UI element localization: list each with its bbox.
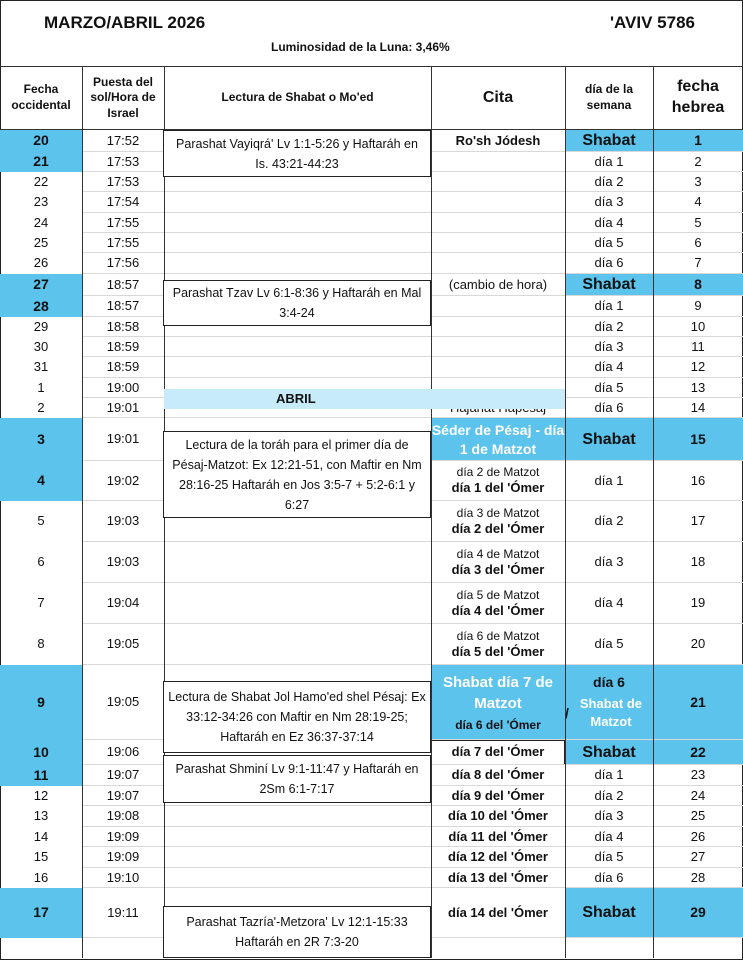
gregorian-date: 27 [0, 274, 82, 296]
sunset-time: 17:52 [106, 132, 140, 148]
hebrew-date: 8 [653, 274, 743, 296]
gregorian-date: 2 [37, 399, 45, 415]
cita-matzot: día 6 de Matzot [456, 628, 540, 643]
gregorian-date: 15 [33, 849, 49, 865]
gregorian-date: 31 [33, 359, 49, 375]
hebrew-date: 24 [690, 787, 706, 803]
hebrew-date: 22 [653, 740, 743, 765]
weekday: día 4 [594, 828, 624, 844]
sunset-time: 17:55 [106, 214, 140, 230]
cita-matzot-omer [431, 624, 565, 665]
gregorian-date: 26 [33, 255, 49, 271]
weekday: día 2 [594, 787, 624, 803]
hebrew-date: 28 [690, 869, 706, 885]
hebrew-date: 5 [694, 214, 702, 230]
title-hebrew: 'AVIV 5786 [610, 13, 695, 32]
column-border [82, 67, 83, 958]
weekday: día 2 [594, 173, 624, 189]
hebrew-date: 7 [694, 255, 702, 271]
weekday: día 6 [594, 869, 624, 885]
cita [431, 172, 565, 192]
hebrew-date: 17 [690, 513, 706, 529]
hebrew-date: 15 [653, 418, 743, 461]
col-fecha-occidental: Fecha occidental [11, 82, 71, 112]
cita: (cambio de hora) [448, 276, 548, 292]
weekday: día 6 [594, 255, 624, 271]
hebrew-date: 26 [690, 828, 706, 844]
hebrew-date: 12 [690, 359, 706, 375]
sunset-time: 17:53 [106, 173, 140, 189]
cita-omer: día 2 del 'Ómer [451, 520, 545, 536]
slash: / [565, 704, 569, 721]
cita-matzot-omer [431, 461, 565, 501]
cita: día 7 del 'Ómer [431, 740, 565, 765]
weekday: día 1 [594, 767, 624, 783]
sunset-time: 18:57 [106, 298, 140, 314]
sunset-time: 19:05 [106, 694, 140, 710]
column-border [653, 67, 654, 958]
weekday: día 2 [594, 513, 624, 529]
col-dia-semana: día de la semana [584, 82, 634, 112]
weekday: día 4 [594, 359, 624, 375]
gregorian-date: 3 [0, 418, 82, 461]
hebrew-date: 10 [690, 318, 706, 334]
title-gregorian: MARZO/ABRIL 2026 [44, 13, 206, 32]
hebrew-date: 21 [653, 665, 743, 740]
reading-jol-hamoed: Lectura de Shabat Jol Hamo'ed shel Pésaj: Ex 33:12-34:26 con Maftir en Nm 28:19-25; Haftaráh en Ez 36:37-37:14 [163, 681, 431, 753]
hebrew-date: 1 [653, 130, 743, 152]
cita [431, 233, 565, 253]
gregorian-date: 4 [0, 461, 82, 501]
cita-matzot-omer [431, 501, 565, 542]
cita: día 9 del 'Ómer [451, 787, 545, 803]
sunset-time: 19:03 [106, 554, 140, 570]
gregorian-date: 30 [33, 338, 49, 354]
sunset-time: 19:10 [106, 869, 140, 885]
hebrew-date: 11 [691, 338, 705, 354]
sunset-time: 19:02 [106, 472, 140, 488]
cita [431, 317, 565, 337]
weekday: día 3 [594, 808, 624, 824]
sunset-time: 18:59 [106, 338, 140, 354]
cita [431, 296, 565, 317]
cita: día 10 del 'Ómer [448, 808, 548, 824]
cita: día 14 del 'Ómer [448, 904, 548, 920]
month-band-abril: ABRIL [164, 389, 565, 409]
weekday: día 1 [594, 472, 624, 488]
gregorian-date: 23 [33, 194, 49, 210]
sunset-time: 17:54 [106, 194, 140, 210]
column-border [565, 67, 566, 958]
weekday-shabat: Shabat [565, 274, 653, 296]
gregorian-date: 10 [0, 740, 82, 765]
hebrew-date: 4 [694, 194, 702, 210]
hebrew-date: 16 [690, 472, 706, 488]
weekday: día 1 [594, 153, 624, 169]
cita-matzot-omer [431, 583, 565, 624]
weekday-shabat: Shabat [565, 130, 653, 152]
cita-omer: día 5 del 'Ómer [451, 643, 545, 659]
cita-matzot: día 3 de Matzot [456, 505, 540, 520]
cita-seder: Séder de Pésaj - día 1 de Matzot [431, 418, 565, 461]
sunset-time: 19:05 [106, 636, 140, 652]
cita: día 13 del 'Ómer [448, 869, 548, 885]
weekday-shabat-matzot [565, 665, 653, 740]
gregorian-date: 13 [33, 808, 49, 824]
gregorian-date: 7 [37, 595, 45, 611]
gregorian-date: 21 [0, 152, 82, 172]
sunset-time: 17:53 [106, 153, 140, 169]
cita [431, 192, 565, 213]
sunset-time: 19:06 [106, 744, 140, 760]
hebrew-date: 13 [690, 379, 706, 395]
reading-shmini: Parashat Shminí Lv 9:1-11:47 y Haftaráh en 2Sm 6:1-7:17 [163, 755, 431, 803]
hebrew-date: 9 [694, 298, 702, 314]
gregorian-date: 25 [33, 234, 49, 250]
col-puesta: Puesta del sol/Hora de Israel [90, 74, 156, 120]
cita: día 11 del 'Ómer [448, 828, 548, 844]
sunset-time: 19:08 [106, 808, 140, 824]
cita-matzot: día 4 de Matzot [456, 546, 540, 561]
hebrew-date: 2 [694, 153, 702, 169]
hebrew-date: 18 [690, 554, 706, 570]
sunset-time: 19:09 [106, 828, 140, 844]
sunset-time: 19:09 [106, 849, 140, 865]
cita-matzot: día 5 de Matzot [456, 587, 540, 602]
reading-pesaj: Lectura de la toráh para el primer día de Pésaj-Matzot: Ex 12:21-51, con Maftir en Nm 28:16-25 Haftaráh en Jos 3:5-7 + 5:2-6:1 y 6:27 [163, 431, 431, 518]
sunset-time: 18:58 [106, 318, 140, 334]
weekday: día 5 [594, 379, 624, 395]
weekday-dia6: día 6 [593, 673, 625, 690]
gregorian-date: 16 [33, 869, 49, 885]
sunset-time: 19:01 [106, 399, 140, 415]
weekday-shabat-de-matzot: Shabat de Matzot [579, 696, 642, 730]
hebrew-date: 27 [690, 849, 706, 865]
col-cita: Cita [482, 88, 514, 106]
hebrew-date: 25 [690, 808, 706, 824]
hebrew-date: 29 [653, 888, 743, 938]
sunset-time: 19:00 [106, 379, 140, 395]
weekday: día 3 [594, 554, 624, 570]
weekday: día 5 [594, 234, 624, 250]
hebrew-date: 20 [690, 636, 706, 652]
weekday-shabat: Shabat [565, 888, 653, 938]
col-lectura: Lectura de Shabat o Mo'ed [221, 90, 374, 105]
gregorian-date: 5 [37, 513, 45, 529]
gregorian-date: 8 [37, 636, 45, 652]
gregorian-date: 11 [0, 765, 82, 786]
cita: día 12 del 'Ómer [448, 849, 548, 865]
moon-luminosity: Luminosidad de la Luna: 3,46% [271, 40, 450, 54]
weekday: día 4 [594, 595, 624, 611]
sunset-time: 18:59 [106, 359, 140, 375]
cita-omer: día 4 del 'Ómer [451, 602, 545, 618]
cita: Ro'sh Jódesh [455, 133, 541, 148]
cita: día 8 del 'Ómer [451, 767, 545, 783]
weekday: día 5 [594, 636, 624, 652]
cita-main: Shabat día 7 de Matzot [442, 674, 554, 712]
gregorian-date: 20 [0, 130, 82, 152]
weekday: día 4 [594, 214, 624, 230]
sunset-time: 19:03 [106, 513, 140, 529]
weekday: día 2 [594, 318, 624, 334]
cita-omer: día 6 del 'Ómer [455, 718, 541, 732]
sunset-time: 18:57 [106, 276, 140, 292]
cita-matzot-omer [431, 542, 565, 583]
cita [431, 152, 565, 172]
reading-tazria: Parashat Tazría'-Metzora' Lv 12:1-15:33 Haftaráh en 2R 7:3-20 [163, 906, 431, 958]
weekday: día 3 [594, 338, 624, 354]
gregorian-date: 12 [33, 787, 49, 803]
gregorian-date: 14 [33, 828, 49, 844]
reading-vayiqra: Parashat Vayiqrá' Lv 1:1-5:26 y Haftaráh en Is. 43:21-44:23 [163, 130, 431, 177]
gregorian-date: 28 [0, 296, 82, 317]
gregorian-date: 24 [33, 214, 49, 230]
sunset-time: 19:11 [107, 904, 139, 920]
weekday-shabat: Shabat [565, 740, 653, 765]
sunset-time: 17:56 [106, 255, 140, 271]
weekday: día 3 [594, 194, 624, 210]
reading-tzav: Parashat Tzav Lv 6:1-8:36 y Haftaráh en Mal 3:4-24 [163, 280, 431, 326]
cita-shabat-matzot [431, 665, 565, 740]
hebrew-date: 3 [694, 173, 702, 189]
gregorian-date: 1 [37, 379, 45, 395]
column-border [431, 67, 432, 958]
gregorian-date: 29 [33, 318, 49, 334]
weekday-shabat: Shabat [565, 418, 653, 461]
sunset-time: 17:55 [106, 234, 140, 250]
hebrew-date: 23 [690, 767, 706, 783]
gregorian-date: 22 [33, 173, 49, 189]
weekday: día 5 [594, 849, 624, 865]
gregorian-date: 9 [0, 665, 82, 740]
hebrew-date: 19 [690, 595, 706, 611]
cita-omer: día 3 del 'Ómer [451, 561, 545, 577]
weekday: día 1 [594, 298, 624, 314]
sunset-time: 19:07 [106, 767, 140, 783]
gregorian-date: 17 [0, 888, 82, 938]
weekday: día 6 [594, 399, 624, 415]
sunset-time: 19:01 [106, 431, 140, 447]
col-fecha-hebrea: fecha hebrea [671, 78, 725, 116]
gregorian-date: 6 [37, 554, 45, 570]
cita [431, 337, 565, 357]
sunset-time: 19:07 [106, 787, 140, 803]
sunset-time: 19:04 [106, 595, 140, 611]
hebrew-date: 6 [694, 234, 702, 250]
cita-omer: día 1 del 'Ómer [451, 480, 545, 496]
cita-matzot: día 2 de Matzot [456, 465, 540, 480]
cita [431, 253, 565, 274]
hebrew-date: 14 [690, 399, 706, 415]
cita [431, 213, 565, 233]
cita [431, 357, 565, 378]
